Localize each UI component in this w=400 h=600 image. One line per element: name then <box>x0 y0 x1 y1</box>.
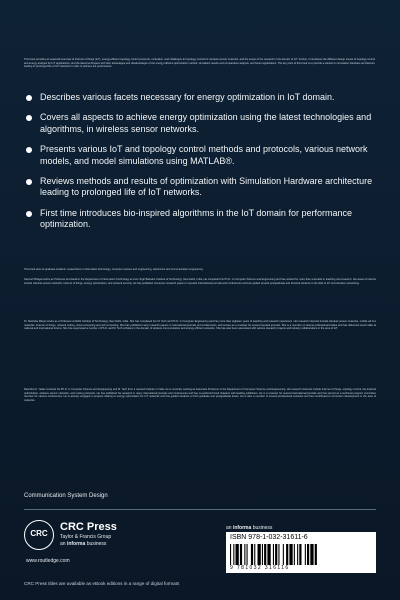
bullet-dot-icon <box>26 95 32 101</box>
publisher-business-line: an informa business <box>60 541 107 547</box>
feature-bullet-list <box>24 92 376 240</box>
ebook-footer: CRC Press titles are available as eBook editions in a range of digital formats <box>24 581 180 586</box>
barcode-bar <box>254 544 255 565</box>
barcode-bar <box>251 544 253 565</box>
feature-bullet <box>24 176 376 199</box>
bullet-dot-icon <box>26 211 32 217</box>
barcode-bar <box>262 544 263 565</box>
barcode-bar <box>240 544 242 565</box>
informa-tagline: an informa business <box>226 525 273 531</box>
feature-bullet <box>24 112 376 135</box>
bullet-dot-icon <box>26 147 32 153</box>
isbn-text: ISBN 978-1-032-31611-6 <box>230 534 308 541</box>
barcode-bar <box>273 544 274 565</box>
barcode-bar <box>236 544 239 565</box>
series-name: Communication System Design <box>24 493 108 499</box>
feature-bullet <box>24 144 376 167</box>
author-bio-1: Sarvesh Bhagat works as Professor and Head in the Department of Information Technology at Guru Tegh Bahadur Institute of Technology, New Delhi, India. He completed his Ph.D. in Computer Science and Engineering and has worked for more than a decade in teaching and research. His areas of interest include wireless sensor networks, Internet of things, energy optimization, and network security. He has published numerous research papers in reputed international journals and conferences and has guided several postgraduate and doctoral students in the field of IoT and wireless networking. <box>24 278 376 285</box>
bullet-text: Presents various IoT and topology control methods and protocols, various network models, and model simulations using MATLAB®. <box>40 144 368 166</box>
feature-bullet <box>24 92 376 103</box>
barcode-bar <box>289 544 292 565</box>
barcode-digits: 9 781032 316116 <box>230 565 290 571</box>
audience-statement: This book aims at graduate students, researchers in information technology, computer science and engineering, electronics and communication engineering. <box>24 268 204 271</box>
barcode-bar <box>247 544 248 565</box>
barcode-bar <box>275 544 277 565</box>
feature-bullet <box>24 208 376 231</box>
publisher-name: CRC Press <box>60 521 117 533</box>
bullet-text: Covers all aspects to achieve energy optimization using the latest technologies and algorithms, in wireless sensor networks. <box>40 112 372 134</box>
author-bio-3: Ravindra S. Yadav received his Ph.D. in Computer Science and Engineering and M. Tech from a reputed Institute in India. He is currently working as Associate Professor in the Department of Computer Science and Engineering. His research interests include Internet of things, topology control, bio-inspired optimization, wireless sensor networks, and routing protocols. He has published his research in many international journals and conferences and has co-authored book chapters with leading publishers. He is a reviewer for several international journals and has served as a technical program committee member for various conferences. He is actively engaged in projects relating to energy optimization for IoT networks and has guided students at both graduate and postgraduate levels. He is also a member of several professional societies and has contributed to curriculum development in the area of networks. <box>24 388 376 402</box>
barcode-bar <box>230 544 231 565</box>
barcode-bar <box>258 544 261 565</box>
bullet-text: Reviews methods and results of optimization with Simulation Hardware architecture leading to prolonged life of IoT networks. <box>40 176 373 198</box>
barcode-bar <box>297 544 298 565</box>
bullet-text: First time introduces bio-inspired algorithms in the IoT domain for performance optimization. <box>40 207 352 230</box>
barcode-bar <box>305 544 306 565</box>
publisher-block <box>24 520 164 570</box>
barcode-bar <box>278 544 279 565</box>
barcode-bar <box>307 544 309 565</box>
barcode-bar <box>283 544 284 565</box>
barcode-bar <box>294 544 295 565</box>
barcode-bar <box>244 544 245 565</box>
barcode-icon <box>230 544 372 565</box>
bullet-dot-icon <box>26 179 32 185</box>
barcode-bar <box>267 544 270 565</box>
barcode-bar <box>310 544 313 565</box>
barcode-bar <box>233 544 234 565</box>
bullet-text: Describes various facets necessary for energy optimization in IoT domain. <box>40 92 335 102</box>
author-bio-2: Dr. Manisha Manjul works as a Professor at Delhi Institute of Technology, New Delhi, India. She has completed her M. Tech and Ph.D. in Computer Engineering and has more than eighteen years of teaching and research experience. Her research interests include wireless sensor networks, mobile ad hoc networks, Internet of things, network coding, cloud computing and soft computing. She has published many research papers in international journals and conferences, and serves as a reviewer for several reputed journals. She is a member of various professional bodies and has delivered expert talks at national and international forums. She has supervised a number of Ph.D. and M. Tech scholars in the domain of wireless communication and energy efficient networks. She has also been associated with various research projects and industry collaborations in the area of IoT. <box>24 320 376 331</box>
barcode-bar <box>315 544 317 565</box>
barcode-bar <box>286 544 288 565</box>
barcode-bar <box>299 544 301 565</box>
barcode-panel <box>226 532 376 573</box>
publisher-url: www.routledge.com <box>26 558 70 564</box>
barcode-bar <box>264 544 266 565</box>
intro-paragraph: This book provides an essential overview of Internet of things (IoT), energy-efficient topology control protocols, motivation, and challenges for topology control for wireless sensor networks, and the scope of the research in the domain of IoT. Further, it introduces the different design issues of topology control and energy analysis for IoT applications, and the latest techniques with their advantages and disadvantages of the energy-efficient optimization method, simulation results and comparative analysis, and future applications. The key point of this book is to provide a solution to simulation hardware architecture leading to prolonged life of IoT networks in order to achieve the performance. <box>24 58 376 69</box>
publisher-group: Taylor & Francis Group <box>60 534 112 540</box>
divider <box>24 509 376 510</box>
bullet-dot-icon <box>26 115 32 121</box>
crc-logo-icon: CRC <box>24 520 54 550</box>
